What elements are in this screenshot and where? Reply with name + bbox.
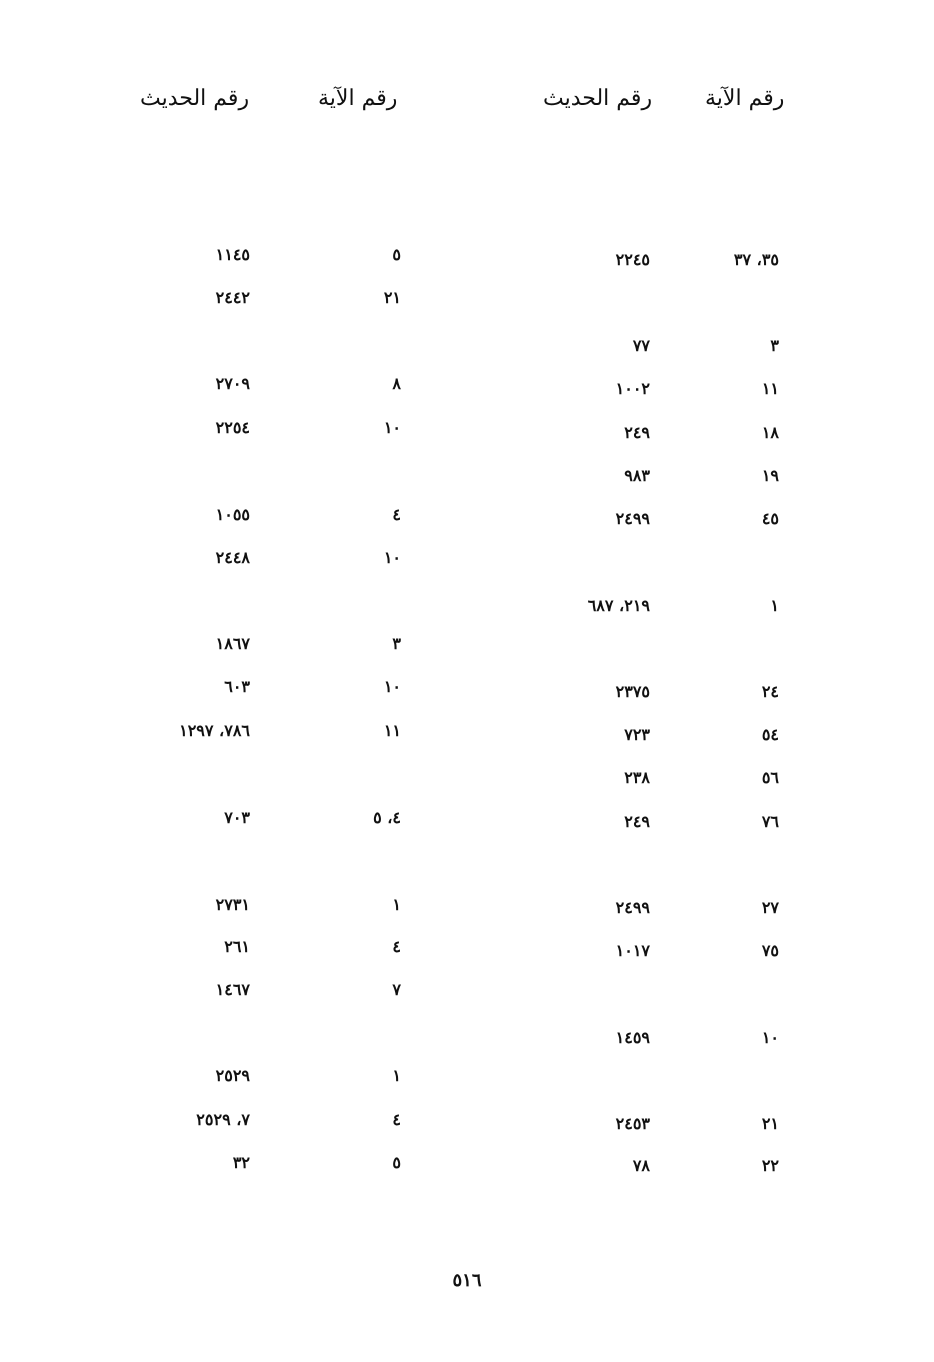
ayah-number: ٣: [392, 634, 401, 653]
index-row: [0, 374, 934, 404]
ayah-number: ١: [392, 895, 401, 914]
ayah-number: ٢٤: [761, 682, 779, 701]
hadith-number: ٧، ٢٥٢٩: [196, 1110, 250, 1129]
index-row: [0, 808, 934, 838]
hadith-number: ٧٢٣: [624, 725, 650, 744]
ayah-number: ٧: [392, 980, 401, 999]
ayah-number: ٧٥: [761, 941, 779, 960]
index-row: [0, 937, 934, 967]
index-row: [0, 245, 934, 275]
index-row: [0, 288, 934, 318]
hadith-number: ٢٤٤٨: [215, 548, 250, 567]
ayah-number: ١: [770, 596, 779, 615]
right-ayah-header: رقم الآية: [705, 86, 785, 111]
hadith-number: ٢٤٩٩: [615, 898, 650, 917]
hadith-number: ١٨٦٧: [215, 634, 250, 653]
ayah-number: ٤٥: [761, 509, 779, 528]
ayah-number: ١١: [761, 379, 779, 398]
index-row: [0, 634, 934, 664]
hadith-number: ٢٤٥٣: [615, 1114, 650, 1133]
index-row: [0, 336, 934, 366]
index-row: [0, 1153, 934, 1183]
hadith-number: ٢١٩، ٦٨٧: [587, 596, 650, 615]
ayah-number: ١٩: [761, 466, 779, 485]
ayah-number: ١: [392, 1066, 401, 1085]
hadith-number: ٧٨: [632, 1156, 650, 1175]
ayah-number: ١٠: [761, 1028, 779, 1047]
hadith-number: ٧٠٣: [224, 808, 250, 827]
ayah-number: ١٨: [761, 423, 779, 442]
hadith-number: ١٤٦٧: [215, 980, 250, 999]
index-row: [0, 721, 934, 751]
ayah-number: ٧٦: [761, 812, 779, 831]
index-row: [0, 548, 934, 578]
hadith-number: ٢٦١: [224, 937, 250, 956]
ayah-number: ١٠: [383, 677, 401, 696]
ayah-number: ٢٧: [761, 898, 779, 917]
hadith-number: ٢٤٩: [624, 423, 650, 442]
hadith-number: ٦٠٣: [224, 677, 250, 696]
ayah-number: ١٠: [383, 418, 401, 437]
hadith-number: ٢٣٧٥: [615, 682, 650, 701]
ayah-number: ١١: [383, 721, 401, 740]
ayah-number: ٣: [770, 336, 779, 355]
right-hadith-header: رقم الحديث: [543, 86, 653, 111]
ayah-number: ٥٤: [761, 725, 779, 744]
index-row: [0, 596, 934, 626]
ayah-number: ٢١: [383, 288, 401, 307]
hadith-number: ١٤٥٩: [615, 1028, 650, 1047]
ayah-number: ١٠: [383, 548, 401, 567]
hadith-number: ٢٥٢٩: [215, 1066, 250, 1085]
hadith-number: ٢٤٩٩: [615, 509, 650, 528]
ayah-number: ٤: [392, 937, 401, 956]
index-row: [0, 466, 934, 496]
index-row: [0, 895, 934, 925]
index-row: [0, 505, 934, 535]
left-hadith-header: رقم الحديث: [140, 86, 250, 111]
hadith-number: ٢٧٠٩: [215, 374, 250, 393]
index-row: [0, 677, 934, 707]
page-number: ٥١٦: [452, 1270, 482, 1291]
hadith-number: ٢٤٩: [624, 812, 650, 831]
hadith-number: ٢٧٣١: [215, 895, 250, 914]
hadith-number: ١١٤٥: [215, 245, 250, 264]
hadith-number: ٢٣٨: [624, 768, 650, 787]
ayah-number: ٥: [392, 245, 401, 264]
hadith-number: ١٠٠٢: [615, 379, 650, 398]
index-row: [0, 980, 934, 1010]
hadith-number: ٩٨٣: [624, 466, 650, 485]
hadith-number: ٣٢: [232, 1153, 250, 1172]
ayah-number: ٢٢: [761, 1156, 779, 1175]
index-row: [0, 1066, 934, 1096]
ayah-number: ٥: [392, 1153, 401, 1172]
hadith-number: ٢٢٤٥: [615, 250, 650, 269]
hadith-number: ٢٤٤٢: [215, 288, 250, 307]
ayah-number: ٤، ٥: [373, 808, 401, 827]
hadith-number: ٧٨٦، ١٢٩٧: [179, 721, 250, 740]
hadith-number: ٢٢٥٤: [215, 418, 250, 437]
index-row: [0, 768, 934, 798]
ayah-number: ٢١: [761, 1114, 779, 1133]
ayah-number: ٤: [392, 505, 401, 524]
ayah-number: ٣٥، ٣٧: [733, 250, 779, 269]
ayah-number: ٥٦: [761, 768, 779, 787]
hadith-number: ١٠٥٥: [215, 505, 250, 524]
index-row: [0, 1110, 934, 1140]
ayah-number: ٨: [392, 374, 401, 393]
hadith-number: ١٠١٧: [615, 941, 650, 960]
hadith-number: ٧٧: [632, 336, 650, 355]
left-ayah-header: رقم الآية: [318, 86, 398, 111]
index-row: [0, 1028, 934, 1058]
index-row: [0, 418, 934, 448]
ayah-number: ٤: [392, 1110, 401, 1129]
